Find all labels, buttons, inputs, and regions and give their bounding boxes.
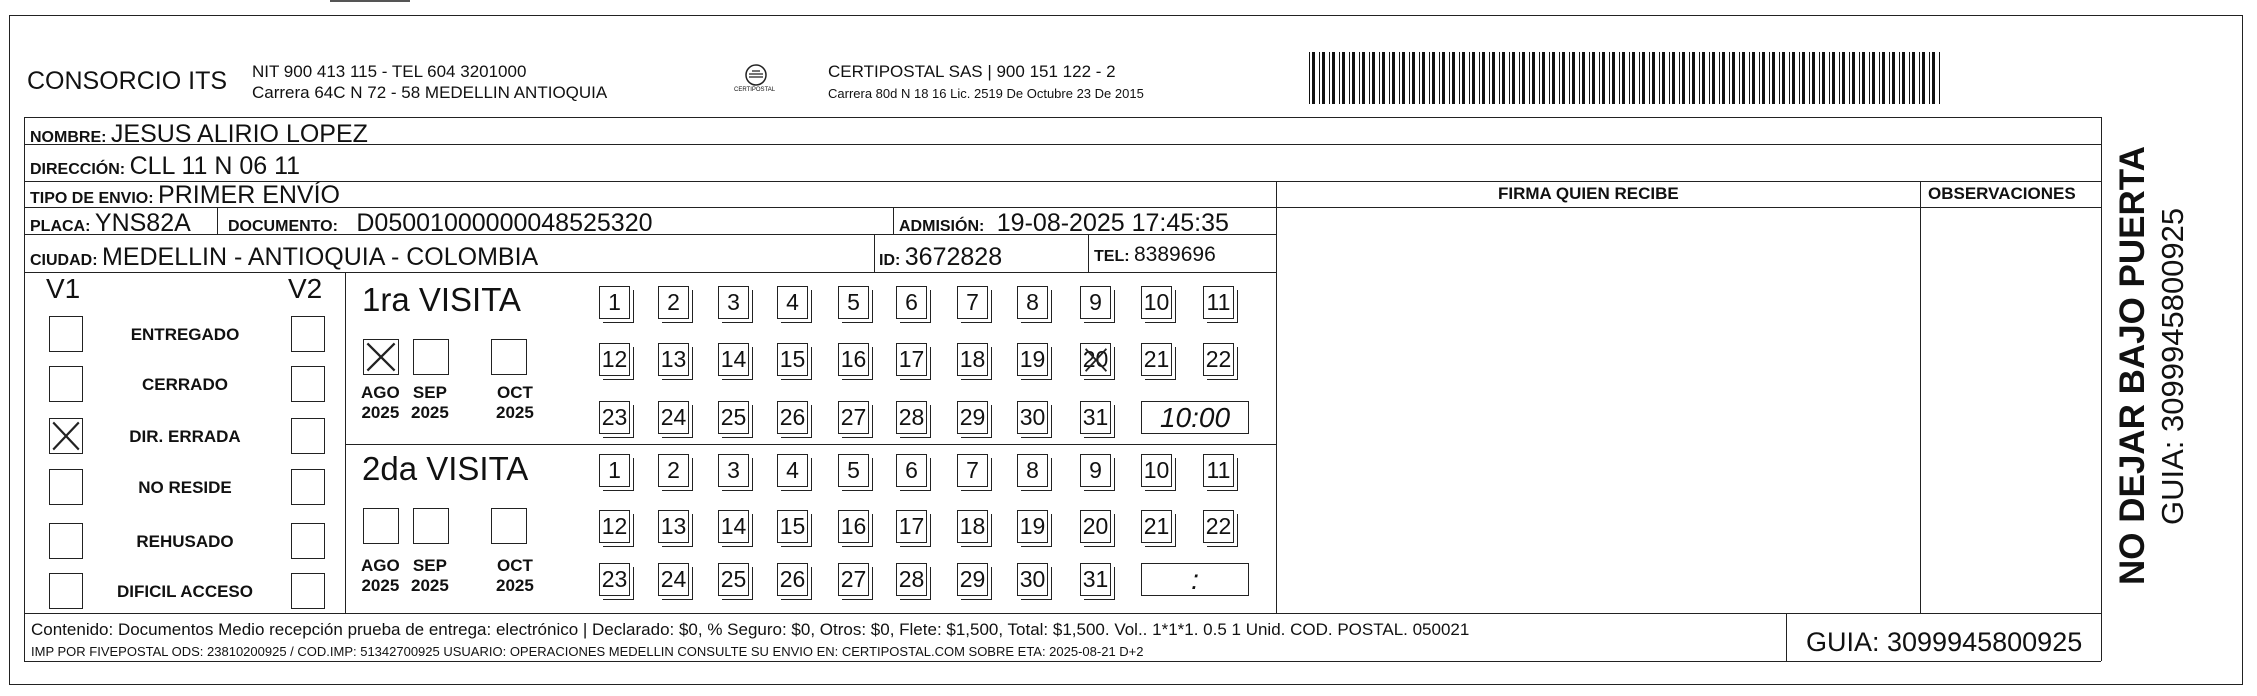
v1-header: V1 — [46, 273, 81, 304]
day-box[interactable] — [599, 343, 630, 376]
day-box[interactable] — [658, 343, 689, 376]
day-number: 14 — [720, 513, 747, 539]
day-box[interactable] — [896, 286, 927, 319]
day-number: 31 — [1082, 566, 1109, 592]
day-number: 20 — [1082, 513, 1109, 539]
v2-header: V2 — [288, 273, 323, 304]
direccion-row — [30, 152, 300, 181]
day-box[interactable] — [957, 454, 988, 487]
day-number: 31 — [1082, 404, 1109, 430]
placa-label: PLACA: — [30, 218, 91, 235]
day-box[interactable] — [838, 286, 869, 319]
month-name: SEP — [412, 556, 447, 575]
grid-line — [1088, 234, 1089, 272]
day-box[interactable] — [1203, 286, 1234, 319]
status-label: NO RESIDE — [138, 478, 232, 497]
day-number: 10 — [1143, 457, 1170, 483]
grid-line — [24, 272, 1276, 273]
placa-row — [30, 209, 191, 238]
day-number: 6 — [905, 457, 918, 483]
admision-row — [899, 209, 1229, 238]
day-number: 1 — [608, 289, 621, 315]
company-line-2: Carrera 64C N 72 - 58 MEDELLIN ANTIOQUIA — [252, 83, 608, 102]
company-line-1: NIT 900 413 115 - TEL 604 3201000 — [252, 62, 527, 81]
day-box[interactable] — [1141, 510, 1172, 543]
day-number: 13 — [660, 346, 687, 372]
nombre-label: NOMBRE: — [30, 129, 107, 146]
month-name: OCT — [496, 556, 533, 575]
month-name: SEP — [412, 383, 447, 402]
month-name: AGO — [361, 556, 400, 575]
day-number: 11 — [1206, 457, 1231, 483]
day-box[interactable] — [658, 286, 689, 319]
day-box[interactable] — [1017, 563, 1048, 596]
month-year: 2025 — [496, 576, 534, 595]
day-box[interactable] — [1017, 454, 1048, 487]
grid-line — [24, 613, 2101, 614]
day-box[interactable] — [1203, 454, 1234, 487]
footer-contents: Contenido: Documentos Medio recepción prueba de entrega: electrónico | Declarado: $0, % Seguro: $0, Otros: $0, Flete: $1,500, Total: $1,500. Vol.. 1*1*1. 0.5 1 Unid. COD. POSTAL. 050021 — [31, 620, 1470, 639]
day-box[interactable] — [957, 343, 988, 376]
id-row — [879, 243, 1002, 272]
month-checkbox[interactable] — [491, 508, 527, 544]
direccion-label: DIRECCIÓN: — [30, 161, 126, 178]
visit1-title: 1ra VISITA — [362, 281, 521, 318]
day-box[interactable] — [777, 563, 808, 596]
tipo-envio-value: PRIMER ENVÍO — [158, 181, 341, 209]
day-x-mark — [1083, 346, 1109, 374]
grid-line — [1786, 613, 1787, 661]
grid-line — [1920, 181, 1921, 613]
day-number: 14 — [720, 346, 747, 372]
status-v2-checkbox[interactable] — [291, 523, 325, 559]
day-box[interactable] — [896, 563, 927, 596]
top-edge-mark — [330, 0, 410, 6]
day-box[interactable] — [957, 401, 988, 434]
grid-line — [345, 444, 1276, 445]
day-box[interactable] — [1141, 286, 1172, 319]
status-v1-checkbox[interactable] — [49, 523, 83, 559]
day-number: 2 — [667, 457, 680, 483]
day-box[interactable] — [718, 286, 749, 319]
day-box[interactable] — [718, 510, 749, 543]
documento-row — [228, 209, 653, 238]
day-box[interactable] — [1080, 563, 1111, 596]
day-box[interactable] — [599, 401, 630, 434]
day-box[interactable] — [1141, 343, 1172, 376]
day-number: 28 — [898, 404, 925, 430]
day-box[interactable] — [896, 343, 927, 376]
grid-line — [2101, 117, 2102, 661]
day-number: 5 — [847, 289, 860, 315]
status-v2-checkbox[interactable] — [291, 366, 325, 402]
day-number: 18 — [959, 346, 986, 372]
day-number: 8 — [1026, 289, 1039, 315]
nombre-value: JESUS ALIRIO LOPEZ — [110, 120, 368, 148]
day-number: 17 — [898, 346, 925, 372]
day-number: 3 — [727, 289, 740, 315]
grid-line — [1276, 181, 1277, 613]
day-box[interactable] — [777, 510, 808, 543]
status-v1-checkbox[interactable] — [49, 418, 83, 454]
status-v2-checkbox[interactable] — [291, 418, 325, 454]
day-number: 4 — [786, 457, 799, 483]
day-box[interactable] — [1017, 343, 1048, 376]
month-label — [411, 383, 449, 423]
tel-value: 8389696 — [1134, 243, 1216, 266]
day-number: 19 — [1019, 513, 1046, 539]
day-number: 7 — [966, 289, 979, 315]
day-number: 20 — [1082, 346, 1109, 372]
id-value: 3672828 — [904, 243, 1003, 271]
day-number: 21 — [1143, 513, 1170, 539]
day-box[interactable] — [658, 563, 689, 596]
firma-header: FIRMA QUIEN RECIBE — [1498, 184, 1679, 203]
month-checkbox[interactable] — [413, 339, 449, 375]
documento-value: D05001000000048525320 — [356, 209, 653, 237]
day-number: 29 — [959, 404, 986, 430]
status-label: DIR. ERRADA — [129, 427, 241, 446]
visit-time-field[interactable]: : — [1141, 563, 1249, 596]
day-box[interactable] — [777, 401, 808, 434]
day-number: 24 — [660, 566, 687, 592]
day-box[interactable] — [777, 454, 808, 487]
month-checkbox[interactable] — [413, 508, 449, 544]
day-box[interactable] — [838, 454, 869, 487]
day-box[interactable] — [777, 343, 808, 376]
day-box[interactable] — [1080, 343, 1111, 376]
footer-guia: GUIA: 3099945800925 — [1806, 627, 2083, 657]
day-number: 12 — [601, 346, 628, 372]
footer-print-info: IMP POR FIVEPOSTAL ODS: 23810200925 / COD.IMP: 51342700925 USUARIO: OPERACIONES MEDELLIN CONSULTE SU ENVIO EN: CERTIPOSTAL.COM SOBRE ETA: 2025-08-21 D+2 — [31, 644, 1144, 659]
grid-line — [217, 207, 218, 234]
day-number: 16 — [840, 346, 867, 372]
day-box[interactable] — [838, 401, 869, 434]
day-box[interactable] — [1203, 510, 1234, 543]
day-number: 1 — [608, 457, 621, 483]
direccion-value: CLL 11 N 06 11 — [129, 152, 301, 180]
day-number: 9 — [1089, 457, 1102, 483]
ciudad-row — [30, 243, 538, 272]
day-box[interactable] — [718, 401, 749, 434]
day-box[interactable] — [718, 563, 749, 596]
day-number: 15 — [779, 346, 806, 372]
courier-line-1: CERTIPOSTAL SAS | 900 151 122 - 2 — [828, 62, 1116, 81]
month-year: 2025 — [361, 403, 400, 422]
month-name: OCT — [496, 383, 533, 402]
month-label — [411, 556, 449, 596]
no-dejar-warning: NO DEJAR BAJO PUERTA — [2113, 146, 2152, 585]
status-label: CERRADO — [142, 375, 228, 394]
day-number: 26 — [779, 404, 806, 430]
month-checkbox[interactable] — [363, 508, 399, 544]
day-number: 25 — [720, 404, 747, 430]
status-v2-checkbox[interactable] — [291, 573, 325, 609]
day-box[interactable] — [957, 510, 988, 543]
day-number: 12 — [601, 513, 628, 539]
day-number: 21 — [1143, 346, 1170, 372]
day-number: 2 — [667, 289, 680, 315]
day-number: 11 — [1206, 289, 1231, 315]
day-box[interactable] — [1141, 454, 1172, 487]
day-number: 28 — [898, 566, 925, 592]
status-label: ENTREGADO — [130, 325, 240, 344]
day-box[interactable] — [1080, 454, 1111, 487]
day-box[interactable] — [957, 286, 988, 319]
placa-value: YNS82A — [94, 209, 191, 237]
day-box[interactable] — [957, 563, 988, 596]
day-box[interactable] — [896, 401, 927, 434]
company-name: CONSORCIO ITS — [27, 67, 228, 95]
courier-line-2: Carrera 80d N 18 16 Lic. 2519 De Octubre 23 De 2015 — [828, 86, 1144, 101]
day-number: 23 — [601, 566, 628, 592]
day-box[interactable] — [718, 343, 749, 376]
status-v1-checkbox[interactable] — [49, 469, 83, 505]
day-number: 10 — [1143, 289, 1170, 315]
day-number: 8 — [1026, 457, 1039, 483]
day-number: 24 — [660, 404, 687, 430]
admision-value: 19-08-2025 17:45:35 — [996, 209, 1229, 237]
grid-line — [24, 661, 2101, 662]
tel-label: TEL: — [1094, 248, 1130, 265]
day-box[interactable] — [1017, 510, 1048, 543]
day-box[interactable] — [838, 343, 869, 376]
day-number: 29 — [959, 566, 986, 592]
status-v1-checkbox[interactable] — [49, 366, 83, 402]
day-box[interactable] — [658, 454, 689, 487]
grid-line — [874, 234, 875, 272]
id-label: ID: — [879, 252, 901, 269]
day-number: 30 — [1019, 566, 1046, 592]
day-box[interactable] — [838, 510, 869, 543]
tipo-envio-row — [30, 181, 340, 210]
month-year: 2025 — [496, 403, 534, 422]
day-number: 18 — [959, 513, 986, 539]
day-box[interactable] — [599, 454, 630, 487]
day-number: 9 — [1089, 289, 1102, 315]
day-box[interactable] — [599, 510, 630, 543]
month-label — [361, 383, 400, 423]
month-label — [496, 556, 534, 596]
day-box[interactable] — [896, 510, 927, 543]
day-number: 6 — [905, 289, 918, 315]
status-v2-checkbox[interactable] — [291, 316, 325, 352]
ciudad-label: CIUDAD: — [30, 252, 98, 269]
grid-line — [24, 117, 2101, 118]
month-year: 2025 — [411, 403, 449, 422]
status-v1-checkbox[interactable] — [49, 316, 83, 352]
admision-label: ADMISIÓN: — [899, 218, 985, 235]
day-box[interactable] — [896, 454, 927, 487]
day-box[interactable] — [777, 286, 808, 319]
day-number: 22 — [1205, 513, 1232, 539]
grid-line — [24, 117, 25, 661]
barcode — [1309, 52, 1945, 104]
month-checkbox[interactable] — [491, 339, 527, 375]
month-year: 2025 — [361, 576, 400, 595]
day-number: 22 — [1205, 346, 1232, 372]
day-number: 16 — [840, 513, 867, 539]
month-checkbox[interactable] — [363, 339, 399, 375]
day-number: 30 — [1019, 404, 1046, 430]
day-box[interactable] — [1080, 401, 1111, 434]
day-box[interactable] — [1080, 286, 1111, 319]
month-year: 2025 — [411, 576, 449, 595]
logo-text: CERTIPOSTAL — [734, 87, 776, 93]
day-box[interactable] — [838, 563, 869, 596]
status-label: REHUSADO — [136, 532, 234, 551]
grid-line — [893, 207, 894, 234]
day-number: 23 — [601, 404, 628, 430]
certipostal-logo — [731, 62, 781, 98]
day-number: 19 — [1019, 346, 1046, 372]
month-label — [496, 383, 534, 423]
visit2-title: 2da VISITA — [362, 450, 529, 487]
documento-label: DOCUMENTO: — [228, 218, 338, 235]
grid-line — [345, 272, 346, 613]
day-box[interactable] — [1203, 343, 1234, 376]
day-box[interactable] — [718, 454, 749, 487]
day-box[interactable] — [1017, 401, 1048, 434]
day-number: 27 — [840, 404, 867, 430]
day-number: 13 — [660, 513, 687, 539]
day-number: 26 — [779, 566, 806, 592]
day-box[interactable] — [658, 510, 689, 543]
status-label: DIFICIL ACCESO — [116, 582, 253, 601]
day-number: 15 — [779, 513, 806, 539]
day-number: 17 — [898, 513, 925, 539]
status-v1-checkbox[interactable] — [49, 573, 83, 609]
side-guia: GUIA: 3099945800925 — [2155, 207, 2190, 525]
day-box[interactable] — [1017, 286, 1048, 319]
month-label — [361, 556, 400, 596]
status-v2-checkbox[interactable] — [291, 469, 325, 505]
tel-row — [1094, 243, 1216, 267]
day-number: 25 — [720, 566, 747, 592]
tipo-envio-label: TIPO DE ENVIO: — [30, 190, 154, 207]
nombre-row — [30, 120, 368, 149]
day-box[interactable] — [599, 563, 630, 596]
observaciones-header: OBSERVACIONES — [1928, 184, 2076, 203]
day-box[interactable] — [1080, 510, 1111, 543]
visit-time-field[interactable]: 10:00 — [1141, 401, 1249, 434]
month-name: AGO — [361, 383, 400, 402]
day-number: 7 — [966, 457, 979, 483]
day-number: 4 — [786, 289, 799, 315]
day-box[interactable] — [658, 401, 689, 434]
day-number: 27 — [840, 566, 867, 592]
day-number: 5 — [847, 457, 860, 483]
ciudad-value: MEDELLIN - ANTIOQUIA - COLOMBIA — [102, 243, 539, 271]
day-box[interactable] — [599, 286, 630, 319]
day-number: 3 — [727, 457, 740, 483]
